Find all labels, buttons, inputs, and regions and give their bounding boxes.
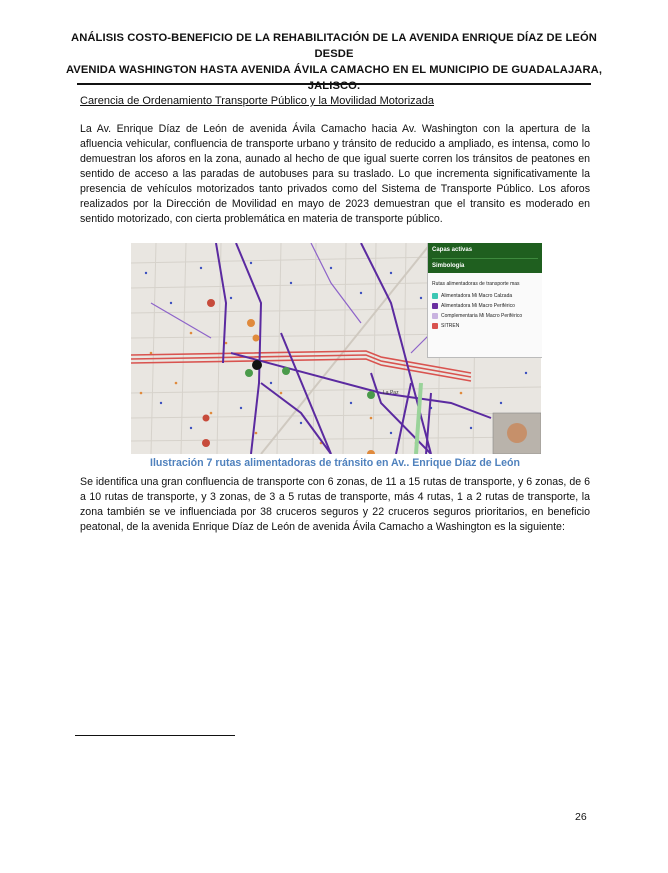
legend-swatch [432, 323, 438, 329]
legend-item [428, 321, 542, 331]
legend-swatch [432, 293, 438, 299]
legend-swatch [432, 313, 438, 319]
paragraph-analysis: Se identifica una gran confluencia de transporte con 6 zonas, de 11 a 15 rutas de transporte, y 6 zonas, de 6 a 10 rutas de transporte, y 3 zonas, de 3 a 5 rutas de transporte, más 4 rutas, 1 a 2 rutas de transporte, la zona también se ve influenciada por 38 cruceros seguros y 22 cruceros seguros prioritarios, en beneficio peatonal, de la avenida Enrique Díaz de León de avenida Ávila Camacho a Washington es la siguiente: [80, 476, 590, 533]
header-line-3: JALISCO. [307, 80, 361, 92]
legend-item-label: Complementaria Mi Macro Periférico [441, 313, 523, 319]
page-number: 26 [575, 811, 587, 823]
legend-item-label: Alimentadora Mi Macro Calzada [441, 293, 513, 299]
legend-item-label: Alimentadora Mi Macro Periférico [441, 303, 515, 309]
legend-item-label: SITREN [441, 323, 460, 329]
legend-swatch [432, 303, 438, 309]
header-divider [77, 83, 591, 85]
legend-symbology-heading: Simbología [432, 258, 538, 274]
legend-item [428, 301, 542, 311]
street-label: La Paz [383, 390, 399, 396]
paragraph-intro: La Av. Enrique Díaz de León de avenida Ávila Camacho hacia Av. Washington con la apertura de la afluencia vehicular, confluencia de transporte urbano y tránsito de reducido a ampliado, es intensa, como lo demuestran los aforos en la zona, aunado al hecho de que igual suerte corren los tránsitos de peatones en sentido de acceso a las paradas de autobuses para su traslado. Lo que incrementa significativamente la presencia de vehículos motorizados tanto privados como del Sistema de Transporte Público. Los aforos realizados por la Dirección de Movilidad en mayo de 2023 demuestran que el transito es moderado en sentido motorizado, con cierta problemática en materia de transporte público. [80, 123, 590, 225]
figure-caption: Ilustración 7 rutas alimentadoras de tránsito en Av.. Enrique Díaz de León [150, 457, 520, 469]
legend-group-title: Rutas alimentadoras de transporte mas [432, 281, 520, 287]
section-title: Carencia de Ordenamiento Transporte Público y la Movilidad Motorizada [80, 95, 435, 107]
header-line-1: ANÁLISIS COSTO-BENEFICIO DE LA REHABILITACIÓN DE LA AVENIDA ENRIQUE DÍAZ DE LEÓN DESDE [71, 32, 597, 60]
legend-item [428, 311, 542, 321]
footnote-divider [75, 735, 235, 736]
legend-item [428, 291, 542, 301]
map-legend [427, 243, 542, 358]
header-line-2: AVENIDA WASHINGTON HASTA AVENIDA ÁVILA CAMACHO EN EL MUNICIPIO DE GUADALAJARA, [65, 64, 603, 76]
legend-layers-heading: Capas activas [432, 247, 473, 253]
